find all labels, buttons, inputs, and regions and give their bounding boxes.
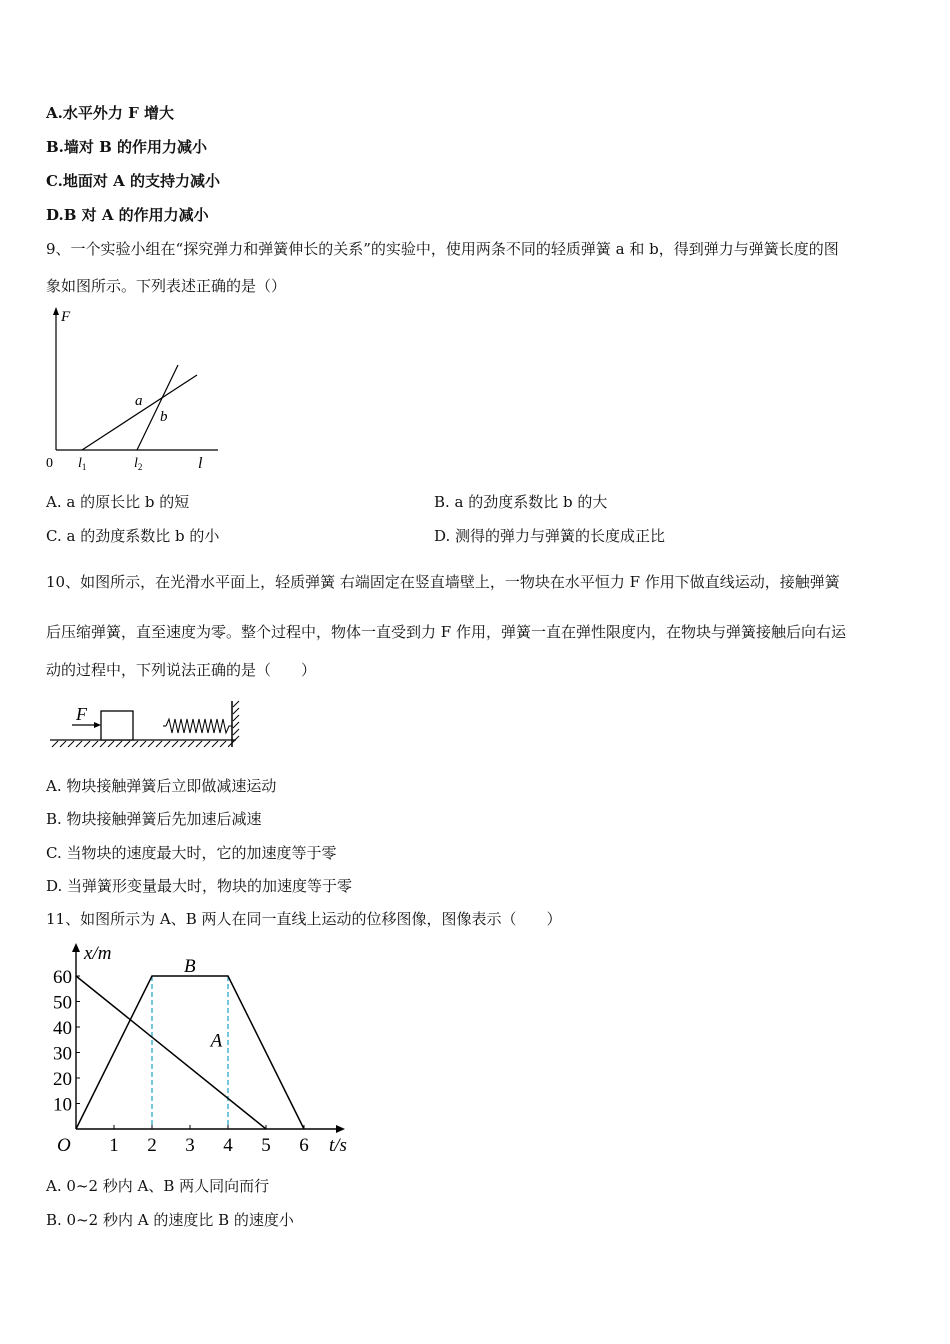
- q8-option-c: C.地面对 A 的支持力减小: [46, 172, 220, 190]
- q11-y-tick-label-50: 50: [53, 992, 72, 1014]
- q11-series-b: [76, 976, 304, 1129]
- q9-spring-force-figure: [40, 305, 240, 480]
- q10-stem-line2: 后压缩弹簧，直至速度为零。整个过程中，物体一直受到力 F 作用，弹簧一直在弹性限度内，在物块与弹簧接触后向右运: [46, 623, 846, 641]
- q9-y-axis-label: F: [61, 309, 71, 325]
- q10-option-d: D. 当弹簧形变量最大时，物块的加速度等于零: [46, 877, 353, 895]
- q9-line-a: [82, 375, 197, 450]
- q9-tick-l1: $l_1$: [78, 456, 87, 472]
- q11-series-a-label: A: [210, 1030, 223, 1052]
- q10-block-spring-figure: [48, 695, 248, 755]
- q11-displacement-chart: [40, 940, 360, 1155]
- q11-y-tick-label-30: 30: [53, 1043, 72, 1065]
- q10-stem-line3: 动的过程中，下列说法正确的是（ ）: [46, 661, 317, 679]
- q11-origin-label: O: [57, 1135, 71, 1156]
- q11-option-a: A. 0~2 秒内 A、B 两人同向而行: [46, 1177, 270, 1195]
- q9-line-b-label: b: [160, 409, 168, 425]
- q11-x-tick-label-5: 5: [261, 1135, 271, 1156]
- q9-stem-line2: 象如图所示。下列表述正确的是（）: [46, 277, 287, 295]
- q11-series-a: [76, 976, 266, 1129]
- q11-x-axis-label: t/s: [329, 1135, 347, 1156]
- q9-option-a: A. a 的原长比 b 的短: [46, 493, 190, 511]
- q11-y-axis-arrow: [72, 943, 80, 952]
- q11-x-tick-label-4: 4: [223, 1135, 233, 1156]
- q11-option-b: B. 0~2 秒内 A 的速度比 B 的速度小: [46, 1211, 294, 1229]
- q11-x-tick-label-2: 2: [147, 1135, 157, 1156]
- q9-option-b: B. a 的劲度系数比 b 的大: [434, 493, 608, 511]
- q10-spring: [166, 719, 232, 733]
- q11-x-tick-label-6: 6: [299, 1135, 309, 1156]
- q11-y-axis-label: x/m: [84, 943, 112, 964]
- q10-option-a: A. 物块接触弹簧后立即做减速运动: [46, 777, 277, 795]
- q11-y-tick-label-20: 20: [53, 1069, 72, 1090]
- q9-option-d: D. 测得的弹力与弹簧的长度成正比: [434, 527, 666, 545]
- q8-option-b: B.墙对 B 的作用力减小: [46, 138, 208, 156]
- q9-line-b: [137, 365, 178, 450]
- q9-line-a-label: a: [135, 393, 143, 409]
- q11-y-tick-label-40: 40: [53, 1018, 72, 1039]
- q9-x-axis-label: l: [198, 455, 203, 472]
- q9-tick-l2: $l_2$: [134, 456, 143, 472]
- q9-option-c: C. a 的劲度系数比 b 的小: [46, 527, 220, 545]
- q11-series-b-label: B: [184, 956, 196, 977]
- q9-origin-label: 0: [46, 456, 53, 471]
- q8-option-a: A.水平外力 F 增大: [46, 104, 174, 122]
- q8-option-d: D.B 对 A 的作用力减小: [46, 206, 209, 224]
- q11-stem: 11、如图所示为 A、B 两人在同一直线上运动的位移图像，图像表示（ ）: [46, 910, 562, 928]
- q11-y-tick-label-60: 60: [53, 967, 72, 988]
- q11-x-tick-label-1: 1: [109, 1135, 119, 1156]
- q10-stem-line1: 10、如图所示，在光滑水平面上，轻质弹簧 右端固定在竖直墙壁上，一物块在水平恒力 F 作用下做直线运动，接触弹簧: [46, 573, 840, 591]
- q11-x-tick-label-3: 3: [185, 1135, 195, 1156]
- q10-option-c: C. 当物块的速度最大时，它的加速度等于零: [46, 844, 337, 862]
- q10-ground-hatch: [52, 741, 234, 747]
- q10-force-label: F: [76, 704, 87, 724]
- q10-block: [101, 711, 133, 740]
- q10-option-b: B. 物块接触弹簧后先加速后减速: [46, 810, 262, 828]
- q9-stem-line1: 9、一个实验小组在“探究弹力和弹簧伸长的关系”的实验中，使用两条不同的轻质弹簧 a 和 b，得到弹力与弹簧长度的图: [46, 240, 839, 258]
- q11-y-tick-label-10: 10: [53, 1094, 72, 1116]
- q11-x-axis-arrow: [336, 1125, 345, 1133]
